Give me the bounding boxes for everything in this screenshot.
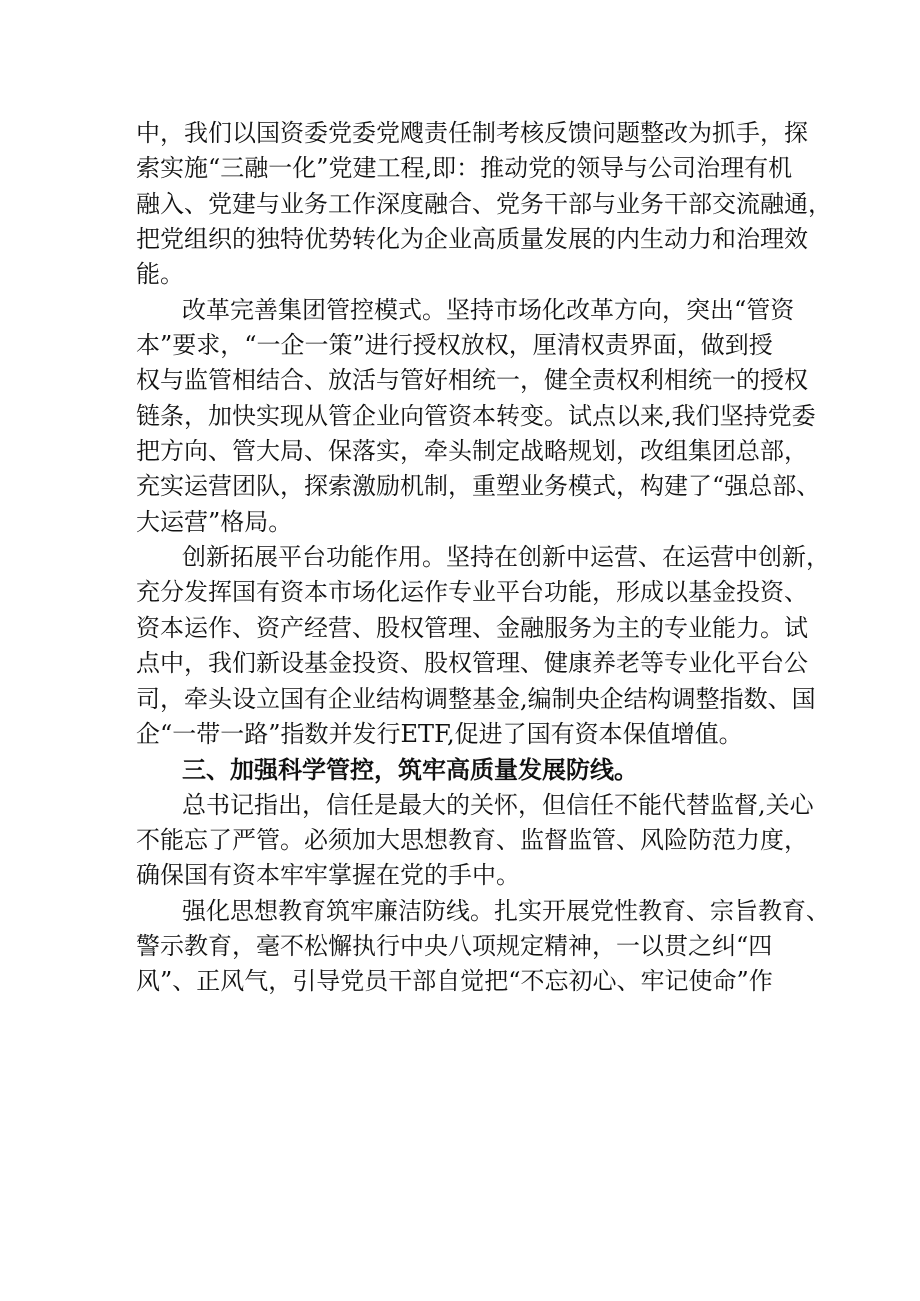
text-line: 链条，加快实现从管企业向管资本转变。试点以来,我们坚持党委 [136, 401, 816, 430]
section-heading: 三、加强科学管控，筑牢高质量发展防线。 [182, 755, 638, 785]
paragraph-heading-line: 创新拓展平台功能作用。坚持在创新中运营、在运营中创新， [182, 543, 830, 572]
text-line: 权与监管相结合、放活与管好相统一，健全责权利相统一的授权 [136, 366, 808, 395]
text-line: 大运营”格局。 [136, 507, 293, 536]
text-line: 中，我们以国资委党委党飕责任制考核反馈问题整改为抓手，探 [136, 119, 808, 147]
text-line: 确保国有资本牢牢掌握在党的手中。 [136, 861, 520, 890]
text-line: 司，牵头设立国有企业结构调整基金,编制央企结构调整指数、国 [136, 684, 816, 713]
paragraph-heading-line: 强化思想教育筑牢廉洁防线。扎实开展党性教育、宗旨教育、 [182, 896, 830, 925]
text-line: 不能忘了严管。必须加大思想教育、监督监管、风险防范力度， [136, 825, 808, 854]
text-line: 索实施“三融一化”党建工程,即：推动党的领导与公司治理有机 [136, 154, 793, 183]
text-line: 把党组织的独特优势转化为企业高质量发展的内生动力和治理效 [136, 225, 808, 254]
text-line: 本”要求，“一企一策”进行授权放权，厘清权责界面，做到授 [136, 331, 773, 360]
text-line: 把方向、管大局、保落实，牵头制定战略规划，改组集团总部， [136, 437, 808, 466]
paragraph-heading-line: 改革完善集团管控模式。坚持市场化改革方向，突出“管资 [182, 295, 795, 324]
text-line: 风”、正风气，引导党员干部自觉把“不忘初心、牢记使命”作 [136, 967, 773, 996]
text-line: 企“一带一路”指数并发行ETF,促进了国有资本保值增值。 [136, 719, 743, 748]
text-line: 资本运作、资产经营、股权管理、金融服务为主的专业能力。试 [136, 613, 808, 642]
body-text [136, 116, 832, 1000]
text-line: 能。 [136, 260, 184, 289]
text-line: 点中，我们新设基金投资、股权管理、健康养老等专业化平台公 [136, 649, 808, 678]
text-line: 充分发挥国有资本市场化运作专业平台功能，形成以基金投资、 [136, 578, 808, 607]
text-line: 充实运营团队，探索激励机制，重塑业务模式，构建了“强总部、 [136, 472, 821, 501]
text-line: 警示教育，毫不松懈执行中央八项规定精神，一以贯之纠“四 [136, 931, 773, 960]
paragraph-start-line: 总书记指出，信任是最大的关怀，但信任不能代替监督,关心 [182, 790, 814, 819]
text-line: 融入、党建与业务工作深度融合、党务干部与业务干部交流融通， [136, 189, 832, 218]
